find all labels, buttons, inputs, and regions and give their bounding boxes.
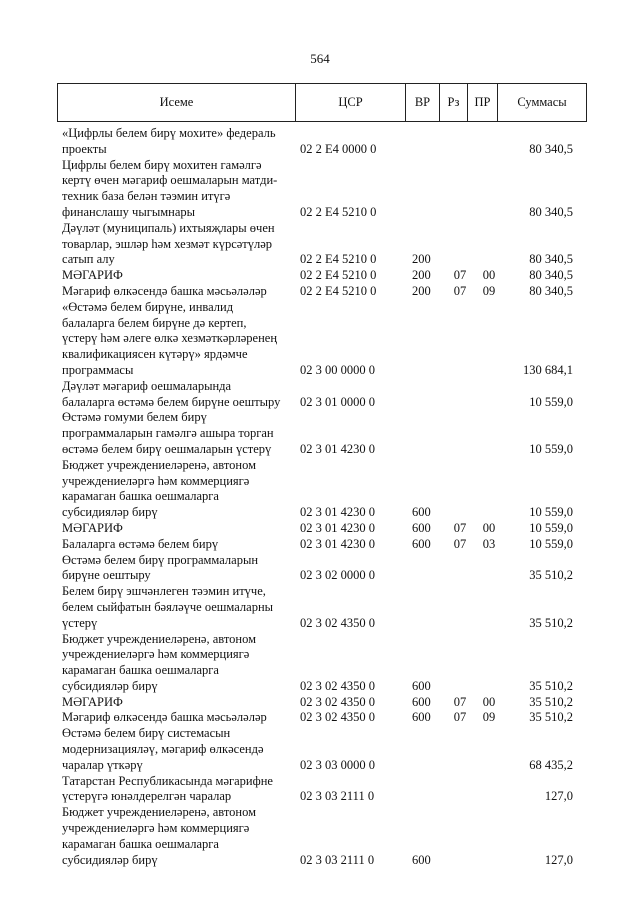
row-csr: 02 3 02 4350 0 (300, 710, 375, 725)
header-rz: Рз (440, 84, 468, 122)
row-sum: 35 510,2 (529, 568, 573, 583)
row-name-line: Өстәмә гомуми белем бирү (62, 410, 207, 425)
row-name (57, 521, 295, 537)
row-name-line: учреждениеләргә һәм коммерциягә (62, 473, 250, 488)
row-sum: 35 510,2 (529, 710, 573, 725)
row-name-line: учреждениеләргә һәм коммерциягә (62, 821, 250, 836)
table-row (57, 695, 587, 711)
row-rz: 07 (453, 268, 467, 283)
row-name-line: Өстәмә белем бирү системасын (62, 726, 231, 741)
row-name-line: техник база белән тәэмин итүгә (62, 189, 231, 204)
row-name-line: «Цифрлы белем бирү мохите» федераль (62, 126, 276, 140)
row-name (57, 300, 295, 379)
row-sum: 127,0 (544, 852, 573, 867)
row-name (57, 126, 295, 158)
row-name-line: Мәгариф өлкәсендә башка мәсьәләләр (62, 283, 267, 298)
row-name (57, 805, 295, 868)
row-name-line: проекты (62, 141, 107, 156)
table-row (57, 379, 587, 411)
row-name-line: үстерү (62, 615, 98, 630)
table-row (57, 710, 587, 726)
row-name-line: кертү өчен мәгариф оешмаларын матди- (62, 173, 278, 188)
row-vr: 600 (412, 520, 431, 535)
row-name-line: Балаларга өстәмә белем бирү (62, 536, 219, 551)
row-name (57, 537, 295, 553)
row-name (57, 584, 295, 631)
row-csr: 02 2 E4 5210 0 (300, 268, 377, 283)
row-name (57, 158, 295, 221)
table-row (57, 774, 587, 806)
table-row (57, 126, 587, 158)
row-pr: 00 (482, 520, 496, 535)
row-vr: 600 (412, 710, 431, 725)
row-sum: 80 340,5 (529, 141, 573, 156)
table-row (57, 284, 587, 300)
row-vr: 600 (412, 694, 431, 709)
table-row (57, 158, 587, 221)
row-pr: 00 (482, 694, 496, 709)
row-vr: 200 (412, 283, 431, 298)
row-pr: 00 (482, 268, 496, 283)
table-header (57, 83, 587, 122)
row-vr: 600 (412, 505, 431, 520)
row-csr: 02 3 02 4350 0 (300, 615, 375, 630)
row-name-line: бирүне оештыру (62, 568, 151, 583)
row-name (57, 695, 295, 711)
table-row (57, 805, 587, 868)
row-sum: 35 510,2 (529, 615, 573, 630)
row-rz: 07 (453, 520, 467, 535)
row-csr: 02 3 02 4350 0 (300, 694, 375, 709)
table-row (57, 584, 587, 631)
row-name-line: үстерүгә юнәлдерелгән чаралар (62, 789, 232, 804)
table-row (57, 410, 587, 457)
row-vr: 600 (412, 678, 431, 693)
row-name (57, 410, 295, 457)
row-name-line: Бюджет учреждениеләренә, автоном (62, 631, 257, 646)
row-name-line: программаларын гамәлгә ашыра торган (62, 426, 274, 441)
row-csr: 02 3 01 4230 0 (300, 520, 375, 535)
row-rz: 07 (453, 710, 467, 725)
row-name (57, 726, 295, 773)
row-sum: 35 510,2 (529, 678, 573, 693)
row-csr: 02 2 E4 0000 0 (300, 141, 377, 156)
row-pr: 09 (482, 710, 496, 725)
row-vr: 200 (412, 268, 431, 283)
row-name-line: товарлар, эшләр һәм хезмәт күрсәтүләр (62, 236, 273, 251)
row-name-line: финанслашу чыгымнары (62, 204, 196, 219)
row-name-line: Өстәмә белем бирү программаларын (62, 552, 259, 567)
table-row (57, 268, 587, 284)
page-number: 564 (310, 51, 330, 66)
row-name (57, 458, 295, 521)
row-csr: 02 3 03 2111 0 (300, 789, 375, 804)
row-pr: 03 (482, 536, 496, 551)
row-name-line: Дәүләт мәгариф оешмаларында (62, 378, 232, 393)
row-sum: 10 559,0 (529, 520, 573, 535)
row-name-line: чаралар үткәрү (62, 757, 143, 772)
row-name (57, 632, 295, 695)
row-name-line: Татарстан Республикасында мәгарифне (62, 773, 273, 788)
table-row (57, 300, 587, 379)
header-csr: ЦСР (296, 84, 406, 122)
header-sum: Суммасы (498, 84, 587, 122)
row-sum: 80 340,5 (529, 204, 573, 219)
row-name-line: субсидияләр бирү (62, 678, 158, 693)
row-name-line: карамаган башка оешмаларга (62, 663, 219, 678)
row-name-line: МӘГАРИФ (62, 520, 123, 535)
row-name-line: сатып алу (62, 252, 115, 267)
row-csr: 02 3 01 4230 0 (300, 505, 375, 520)
row-pr: 09 (482, 283, 496, 298)
row-name-line: модернизацияләү, мәгариф өлкәсендә (62, 742, 264, 757)
row-vr: 600 (412, 852, 431, 867)
row-name-line: карамаган башка оешмаларга (62, 836, 219, 851)
row-sum: 10 559,0 (529, 505, 573, 520)
row-name-line: өстәмә белем бирү оешмаларын үстерү (62, 441, 272, 456)
row-csr: 02 2 E4 5210 0 (300, 204, 377, 219)
row-sum: 10 559,0 (529, 441, 573, 456)
row-name-line: Мәгариф өлкәсендә башка мәсьәләләр (62, 710, 267, 725)
row-name (57, 774, 295, 806)
row-name (57, 221, 295, 268)
row-csr: 02 3 03 0000 0 (300, 757, 375, 772)
row-name-line: балаларга белем бирүне дә кертеп, (62, 315, 247, 330)
row-name (57, 284, 295, 300)
row-sum: 10 559,0 (529, 394, 573, 409)
row-sum: 127,0 (544, 789, 573, 804)
header-vr: ВР (406, 84, 440, 122)
row-name-line: Белем бирү эшчәнлеген тәэмин итүче, (62, 584, 266, 599)
row-sum: 68 435,2 (529, 757, 573, 772)
row-name (57, 379, 295, 411)
row-rz: 07 (453, 283, 467, 298)
row-name-line: Бюджет учреждениеләренә, автоном (62, 457, 257, 472)
row-vr: 600 (412, 536, 431, 551)
row-sum: 35 510,2 (529, 694, 573, 709)
row-vr: 200 (412, 252, 431, 267)
row-name-line: үстерү һәм әлеге өлкә хезмәткәрләренең (62, 331, 278, 346)
table-body (57, 126, 587, 868)
row-name-line: «Өстәмә белем бирүне, инвалид (62, 299, 234, 314)
row-name-line: субсидияләр бирү (62, 505, 158, 520)
row-csr: 02 3 01 4230 0 (300, 536, 375, 551)
row-name-line: балаларга өстәмә белем бирүне оештыру (62, 394, 281, 409)
table-row (57, 458, 587, 521)
row-name-line: МӘГАРИФ (62, 268, 123, 283)
table-row (57, 521, 587, 537)
row-name-line: квалификациясен күтәрү» ярдәмче (62, 347, 248, 362)
row-name-line: субсидияләр бирү (62, 852, 158, 867)
row-csr: 02 3 03 2111 0 (300, 852, 375, 867)
header-name: Исеме (58, 84, 296, 122)
row-csr: 02 2 E4 5210 0 (300, 283, 377, 298)
table-row (57, 537, 587, 553)
row-name-line: программасы (62, 362, 134, 377)
row-sum: 80 340,5 (529, 283, 573, 298)
row-name (57, 268, 295, 284)
row-csr: 02 3 01 4230 0 (300, 441, 375, 456)
row-csr: 02 3 02 4350 0 (300, 678, 375, 693)
row-sum: 130 684,1 (523, 362, 573, 377)
row-csr: 02 3 02 0000 0 (300, 568, 375, 583)
row-sum: 80 340,5 (529, 268, 573, 283)
row-name-line: учреждениеләргә һәм коммерциягә (62, 647, 250, 662)
row-sum: 80 340,5 (529, 252, 573, 267)
row-sum: 10 559,0 (529, 536, 573, 551)
header-pr: ПР (468, 84, 498, 122)
row-name-line: МӘГАРИФ (62, 694, 123, 709)
row-rz: 07 (453, 694, 467, 709)
row-csr: 02 3 00 0000 0 (300, 362, 375, 377)
table-row (57, 221, 587, 268)
table-row (57, 553, 587, 585)
table-row (57, 632, 587, 695)
row-csr: 02 2 E4 5210 0 (300, 252, 377, 267)
table-row (57, 726, 587, 773)
row-rz: 07 (453, 536, 467, 551)
row-name-line: Бюджет учреждениеләренә, автоном (62, 805, 257, 820)
row-name-line: Дәүләт (муниципаль) ихтыяҗлары өчен (62, 220, 275, 235)
row-name-line: карамаган башка оешмаларга (62, 489, 219, 504)
row-name (57, 710, 295, 726)
row-name (57, 553, 295, 585)
row-name-line: белем сыйфатын бәяләүче оешмаларны (62, 599, 274, 614)
row-csr: 02 3 01 0000 0 (300, 394, 375, 409)
row-name-line: Цифрлы белем бирү мохитен гамәлгә (62, 157, 262, 172)
